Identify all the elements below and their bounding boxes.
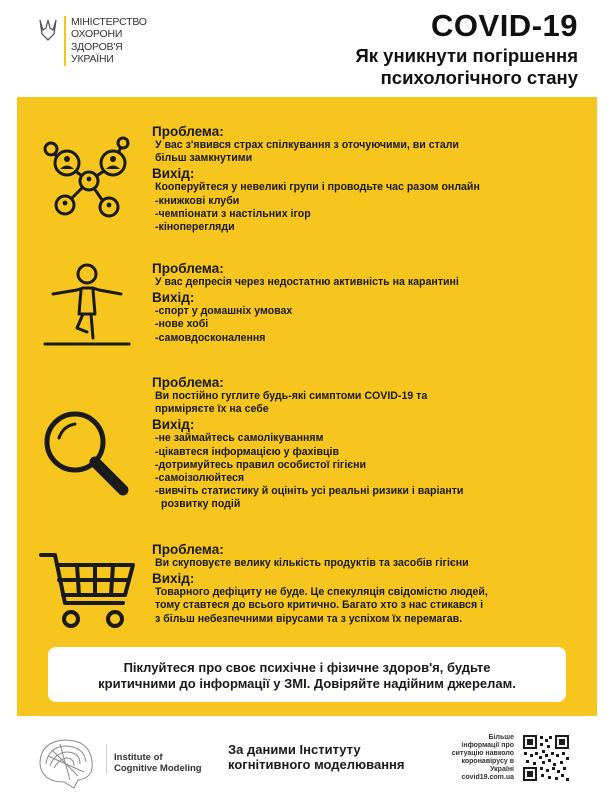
problem-label: Проблема:: [152, 375, 224, 390]
solution-label: Вихід:: [152, 290, 195, 306]
trident-icon: [38, 18, 58, 42]
title-subtitle-1: Як уникнути погіршення: [355, 45, 578, 66]
shopping-cart-icon: [37, 549, 141, 633]
solution-text: Товарного дефіциту не буде. Це спекуляція свідомістю людей, тому ставтеся до всього критично. Багато хто з нас стикався і з більш небезпечними вірусами та з успіхом їх перемагав.: [155, 586, 488, 625]
problem-text: У вас депресія через недостатню активність на карантині: [155, 276, 459, 288]
solution-text: -спорт у домашніх умовах -нове хобі -самовдосконалення: [155, 305, 293, 344]
solution-label: Вихід:: [152, 417, 195, 433]
problem-text: У вас з'явився страх спілкування з оточуючими, ви стали більш замкнутими: [155, 139, 459, 165]
section-text: [152, 376, 582, 512]
problem-text: Ви скуповуєте велику кількість продуктів та засобів гігієни: [155, 557, 469, 569]
section-text: [152, 125, 582, 234]
source-credit: За даними Інституту когнітивного моделювання: [228, 742, 405, 772]
callout-text: Піклуйтеся про своє психічне і фізичне здоров'я, будьте критичними до інформації у ЗМІ. Довіряйте надійним джерелам.: [98, 660, 516, 691]
exercise-person-icon: [37, 262, 137, 350]
divider: [106, 744, 107, 774]
solution-label: Вихід:: [152, 571, 195, 587]
problem-label: Проблема:: [152, 542, 224, 557]
solution-text: -не займайтесь самолікуванням -цікавтеся інформацією у фахівців -дотримуйтесь правил особистої гігієни -самоізолюйтеся -вивчіть статистику й оцініть усі реальні ризики і варіанти розвитку подій: [155, 432, 464, 511]
website-link[interactable]: covid19.com.ua: [461, 774, 514, 781]
title-subtitle-2: психологічного стану: [380, 67, 578, 88]
solution-label: Вихід:: [152, 166, 195, 182]
footer: [0, 716, 614, 800]
problem-text: Ви постійно гуглите будь-які симптоми COVID-19 та приміряєте їх на себе: [155, 390, 428, 416]
institute-name: Institute of Cognitive Modeling: [114, 752, 202, 774]
content-panel: [17, 97, 597, 716]
problem-label: Проблема:: [152, 124, 224, 139]
header: [0, 0, 614, 96]
title-main: COVID-19: [431, 8, 578, 43]
ministry-name: МІНІСТЕРСТВО ОХОРОНИ ЗДОРОВ'Я УКРАЇНИ: [64, 16, 141, 66]
more-info-text: Більше інформації про ситуацію навколо коронавірусу в Україні covid19.com.ua: [438, 734, 514, 782]
magnifier-icon: [37, 404, 133, 500]
page-title: [355, 8, 578, 88]
problem-label: Проблема:: [152, 261, 224, 276]
network-people-icon: [37, 129, 133, 221]
brain-logo-icon: [34, 734, 98, 790]
section-text: [152, 262, 582, 345]
callout-box: [48, 647, 566, 702]
solution-text: Кооперуйтеся у невеликі групи і проводьте час разом онлайн -книжкові клуби -чемпіонати з настільних ігор -кіноперегляди: [155, 181, 480, 234]
section-text: [152, 543, 582, 626]
qr-code-icon: [522, 734, 570, 782]
